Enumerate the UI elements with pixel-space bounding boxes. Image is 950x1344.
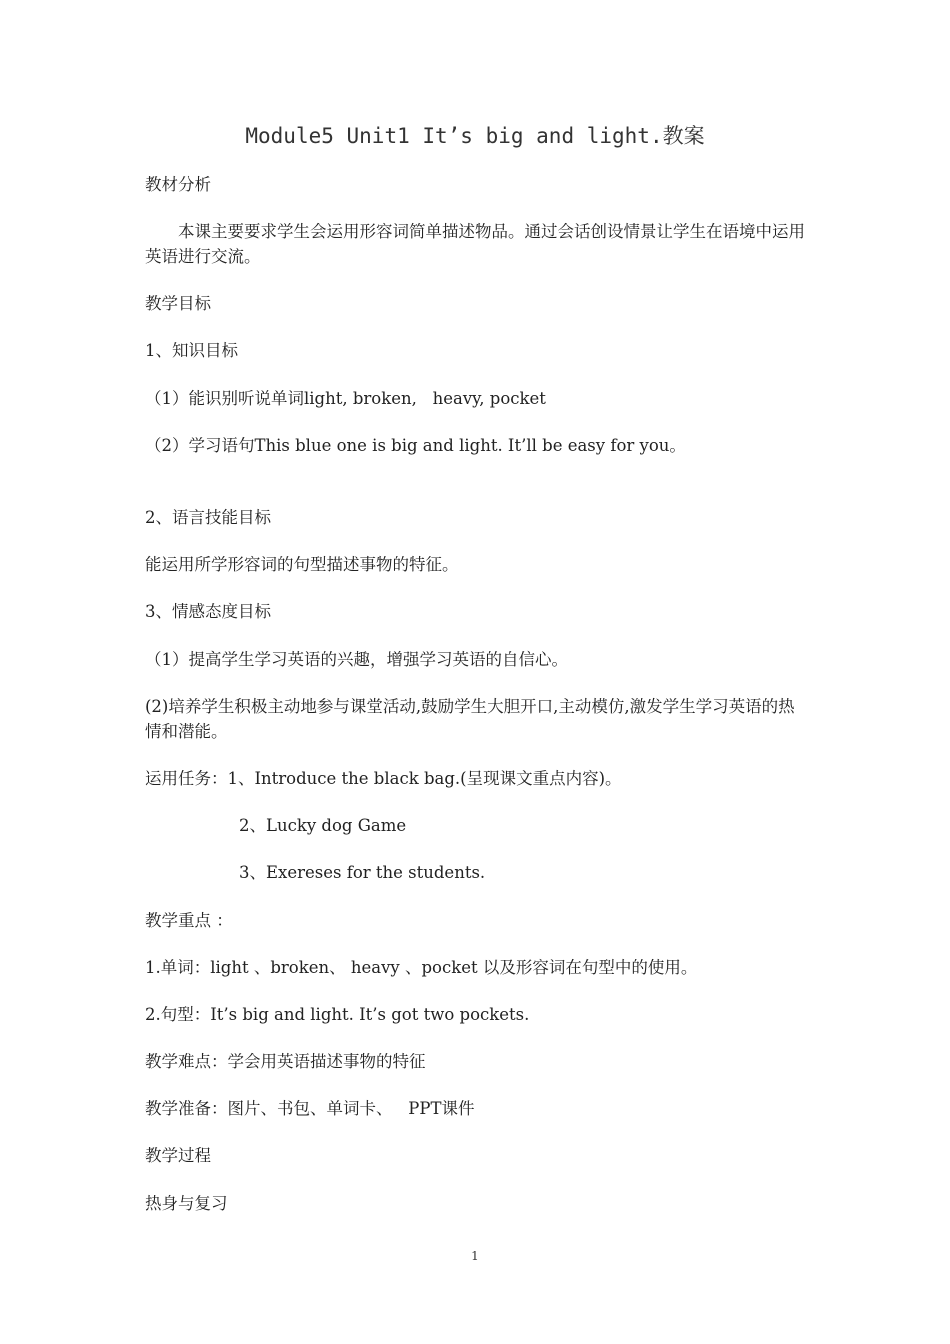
page-number: 1 — [471, 1249, 479, 1263]
preparation-line: 教学准备：图片、书包、单词卡、 PPT课件 — [145, 1099, 475, 1118]
knowledge-heading: 1、知识目标 — [145, 341, 238, 360]
process-heading: 教学过程 — [145, 1146, 211, 1165]
tasks-line-1: 运用任务：1、Introduce the black bag.(呈现课文重点内容)。 — [145, 769, 622, 788]
warmup-heading: 热身与复习 — [145, 1194, 228, 1213]
objectives-heading: 教学目标 — [145, 294, 211, 313]
attitude-item-1: （1）提高学生学习英语的兴趣，增强学习英语的自信心。 — [145, 650, 568, 669]
attitude-heading: 3、情感态度目标 — [145, 602, 271, 621]
key-points-heading: 教学重点 ： — [145, 911, 233, 930]
tasks-line-3: 3、Exereses for the students. — [239, 863, 486, 882]
tasks-line-2: 2、Lucky dog Game — [239, 816, 407, 835]
key-point-1: 1.单词：light 、broken、 heavy 、pocket 以及形容词在句型中的使用。 — [145, 958, 698, 977]
difficulty-line: 教学难点：学会用英语描述事物的特征 — [145, 1052, 426, 1071]
skill-paragraph: 能运用所学形容词的句型描述事物的特征。 — [145, 555, 459, 574]
knowledge-item-1: （1）能识别听说单词light, broken, heavy, pocket — [145, 389, 546, 408]
document-title: Module5 Unit1 It’s big and light.教案 — [245, 124, 705, 148]
key-point-2: 2.句型：It’s big and light. It’s got two pockets. — [145, 1005, 530, 1024]
analysis-paragraph: 本课主要要求学生会运用形容词简单描述物品。通过会话创设情景让学生在语境中运用英语进行交流。 — [145, 222, 805, 266]
skill-heading: 2、语言技能目标 — [145, 508, 271, 527]
analysis-heading: 教材分析 — [145, 175, 211, 194]
knowledge-item-2: （2）学习语句This blue one is big and light. It’ll be easy for you。 — [145, 436, 686, 455]
attitude-item-2: (2)培养学生积极主动地参与课堂活动,鼓励学生大胆开口,主动模仿,激发学生学习英语的热情和潜能。 — [145, 697, 795, 741]
